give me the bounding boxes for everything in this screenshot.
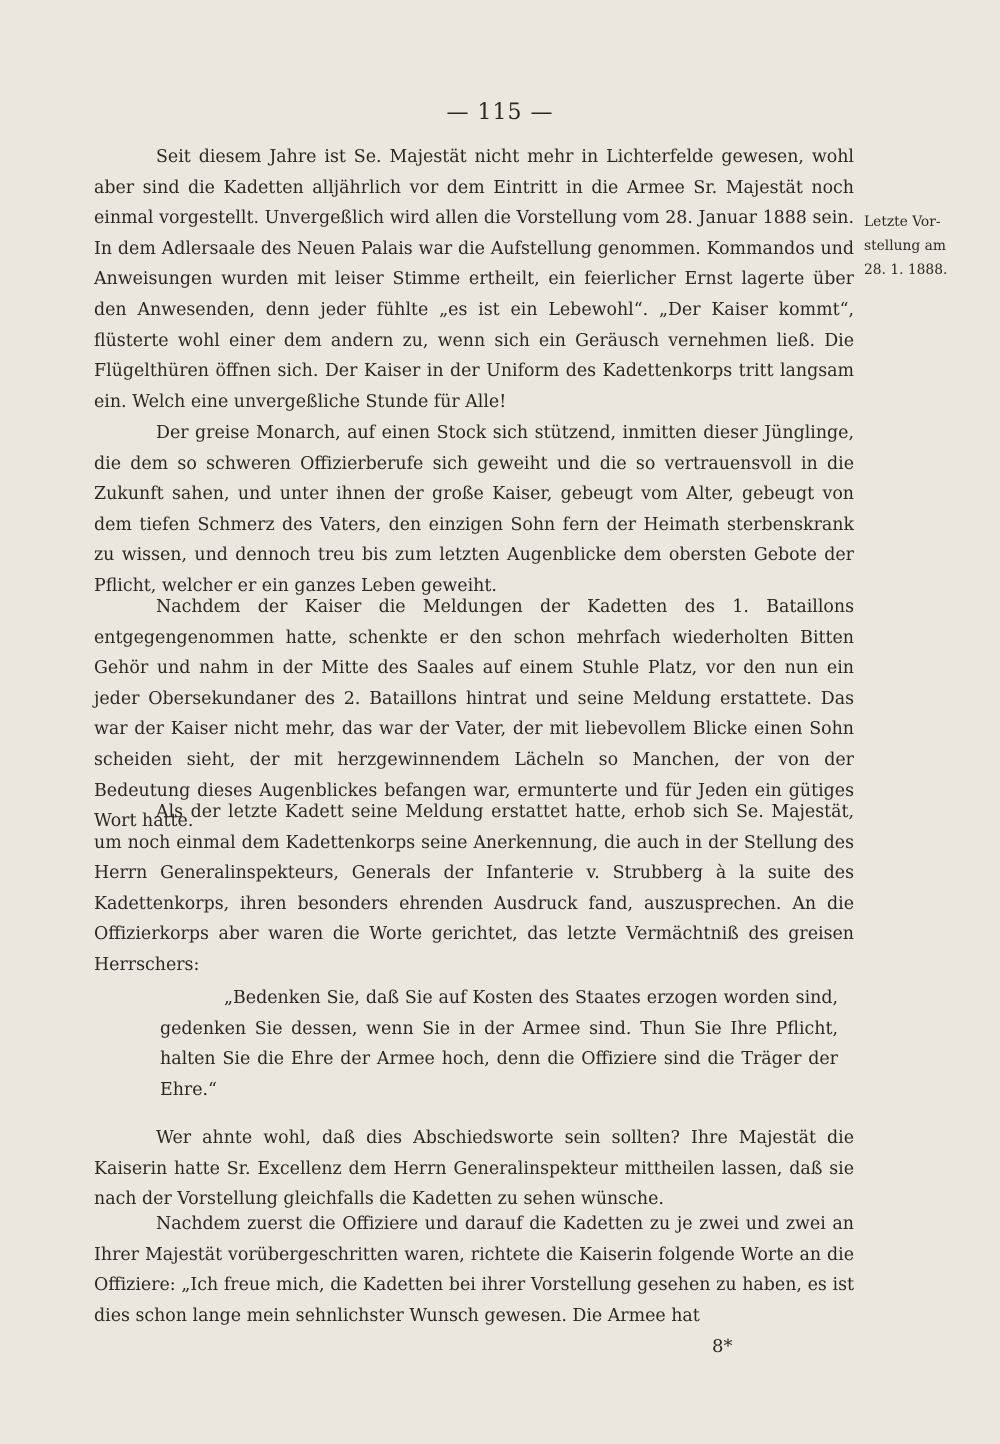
margin-note-line: Letzte Vor-: [864, 214, 941, 230]
paragraph-2: [94, 418, 854, 602]
page-number: — 115 —: [446, 100, 554, 125]
margin-note: [864, 210, 976, 282]
emperor-quote: [160, 983, 838, 1105]
margin-note-line: stellung am: [864, 238, 946, 254]
sheet-signature: 8*: [712, 1336, 733, 1357]
paragraph-text: Nachdem der Kaiser die Meldungen der Kadetten des 1. Bataillons entgegengenommen hatte, schenkte er den schon mehrfach wiederholten Bitten Gehör und nahm in der Mitte des Saales auf einem Stuhle Platz, vor den nun ein jeder Obersekundaner des 2. Bataillons hintrat und seine Meldung erstattete. Das war der Kaiser nicht mehr, das war der Vater, der mit liebevollem Blicke einen Sohn scheiden sieht, der mit herzgewinnendem Lächeln so Manchen, der von der Bedeutung dieses Augenblickes befangen war, ermunterte und für Jeden ein gütiges Wort hatte.: [94, 597, 854, 832]
paragraph-text: Seit diesem Jahre ist Se. Majestät nicht mehr in Lichterfelde gewesen, wohl aber sind die Kadetten alljährlich vor dem Eintritt in die Armee Sr. Majestät noch einmal vorgestellt. Unvergeßlich wird allen die Vorstellung vom 28. Januar 1888 sein. In dem Adlersaale des Neuen Palais war die Aufstellung genommen. Kommandos und Anweisungen wurden mit leiser Stimme ertheilt, ein feierlicher Ernst lagerte über den Anwesenden, denn jeder fühlte „es ist ein Lebewohl“. „Der Kaiser kommt“, flüsterte wohl einer dem andern zu, wenn sich ein Geräusch vernehmen ließ. Die Flügelthüren öffnen sich. Der Kaiser in der Uniform des Kadettenkorps tritt langsam ein. Welch eine unvergeßliche Stunde für Alle!: [94, 147, 854, 412]
paragraph-1: [94, 142, 854, 417]
paragraph-text: Als der letzte Kadett seine Meldung erstattet hatte, erhob sich Se. Majestät, um noch einmal dem Kadettenkorps seine Anerkennung, die auch in der Stellung des Herrn Generalinspekteurs, Generals der Infanterie v. Strubberg à la suite des Kadettenkorps, ihren besonders ehrenden Ausdruck fand, auszusprechen. An die Offizierkorps aber waren die Worte gerichtet, das letzte Vermächtniß des greisen Herrschers:: [94, 802, 854, 975]
margin-note-line: 28. 1. 1888.: [864, 262, 948, 278]
paragraph-text: Der greise Monarch, auf einen Stock sich stützend, inmitten dieser Jünglinge, die dem so schweren Offizierberufe sich geweiht und die so vertrauensvoll in die Zukunft sahen, und unter ihnen der große Kaiser, gebeugt vom Alter, gebeugt von dem tiefen Schmerz des Vaters, den einzigen Sohn fern der Heimath sterbenskrank zu wissen, und dennoch treu bis zum letzten Augenblicke dem obersten Gebote der Pflicht, welcher er ein ganzes Leben geweiht.: [94, 423, 854, 596]
paragraph-5: [94, 1123, 854, 1215]
paragraph-6: [94, 1209, 854, 1331]
quote-text: „Bedenken Sie, daß Sie auf Kosten des Staates erzogen worden sind, gedenken Sie dessen, wenn Sie in der Armee sind. Thun Sie Ihre Pflicht, halten Sie die Ehre der Armee hoch, denn die Offiziere sind die Träger der Ehre.“: [160, 988, 838, 1100]
paragraph-4: [94, 797, 854, 981]
paragraph-text: Wer ahnte wohl, daß dies Abschiedsworte sein sollten? Ihre Majestät die Kaiserin hatte Sr. Excellenz dem Herrn Generalinspekteur mittheilen lassen, daß sie nach der Vorstellung gleichfalls die Kadetten zu sehen wünsche.: [94, 1128, 854, 1210]
paragraph-text: Nachdem zuerst die Offiziere und darauf die Kadetten zu je zwei und zwei an Ihrer Majestät vorübergeschritten waren, richtete die Kaiserin folgende Worte an die Offiziere: „Ich freue mich, die Kadetten bei ihrer Vorstellung gesehen zu haben, es ist dies schon lange mein sehnlichster Wunsch gewesen. Die Armee hat: [94, 1214, 854, 1326]
